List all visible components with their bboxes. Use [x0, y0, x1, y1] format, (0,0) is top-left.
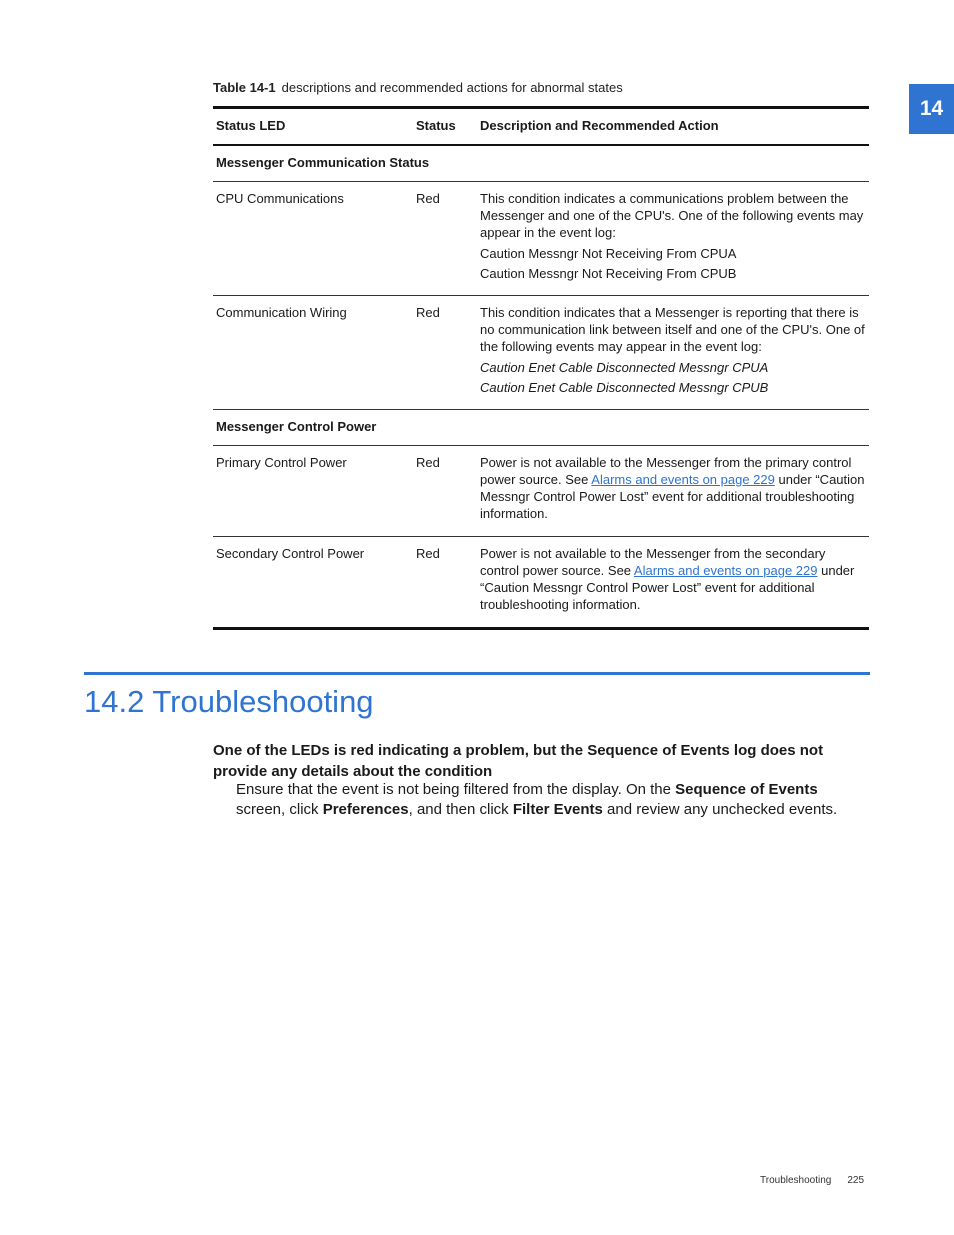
table-row — [213, 296, 869, 410]
alarms-events-link[interactable]: Alarms and events on page 229 — [591, 472, 775, 487]
description-post: under “Caution Messngr Control Power Lost” event for additional troubleshooting information. — [480, 472, 865, 521]
description-post: under “Caution Messngr Control Power Lost” event for additional troubleshooting information. — [480, 563, 855, 612]
table-row — [213, 182, 869, 296]
page-footer — [760, 1175, 864, 1186]
description-text — [480, 545, 866, 613]
header-status: Status — [413, 108, 477, 146]
chapter-tab[interactable]: 14 — [909, 84, 954, 134]
page-number: 225 — [847, 1175, 865, 1186]
table-row — [213, 537, 869, 629]
section-rule — [84, 672, 870, 675]
cell-status: Red — [413, 182, 477, 296]
event-name: Caution Enet Cable Disconnected Messngr CPUA — [480, 360, 769, 375]
cell-led: CPU Communications — [213, 182, 413, 296]
cell-description — [477, 537, 869, 629]
section-control-power: Messenger Control Power — [213, 410, 869, 446]
cell-status: Red — [413, 446, 477, 537]
alarms-events-link[interactable]: Alarms and events on page 229 — [633, 563, 818, 578]
answer-preferences: Preferences — [322, 801, 409, 818]
event-name: Caution Enet Cable Disconnected Messngr CPUB — [480, 380, 769, 395]
description-pre: Power is not available to the Messenger from the secondary control power source. See — [480, 546, 826, 578]
description-text: This condition indicates a communications problem between the Messenger and one of the CPU's. One of the following events may appear in the event log: — [480, 191, 864, 240]
header-status-led: Status LED — [213, 108, 413, 146]
answer-filter-events: Filter Events — [512, 801, 603, 818]
footer-section: Troubleshooting — [760, 1175, 832, 1186]
troubleshooting-question: One of the LEDs is red indicating a problem, but the Sequence of Events log does not provide any details about the condition — [213, 742, 824, 780]
cell-description — [477, 182, 869, 296]
cell-led: Secondary Control Power — [216, 546, 365, 561]
table-caption — [213, 80, 623, 95]
description-text — [480, 454, 866, 522]
header-description: Description and Recommended Action — [477, 108, 869, 146]
cell-led: Primary Control Power — [213, 446, 413, 537]
cell-led: Communication Wiring — [213, 296, 413, 410]
abnormal-states-table — [213, 106, 869, 630]
section-heading: 14.2 Troubleshooting — [84, 684, 374, 719]
table-section-row — [213, 410, 869, 446]
answer-text: and review any unchecked events. — [602, 801, 838, 818]
table-caption-label: Table 14-1 — [213, 80, 276, 95]
cell-status: Red — [416, 546, 440, 561]
answer-text: , and then click — [408, 801, 513, 818]
cell-description — [477, 296, 869, 410]
cell-status: Red — [413, 296, 477, 410]
event-name: Caution Messngr Not Receiving From CPUA — [480, 246, 737, 261]
event-name: Caution Messngr Not Receiving From CPUB — [480, 266, 737, 281]
troubleshooting-answer — [236, 780, 866, 820]
section-communication-status: Messenger Communication Status — [213, 145, 869, 182]
description-text: This condition indicates that a Messenger is reporting that there is no communication link between itself and one of the CPU's. One of the following events may appear in the event log: — [480, 305, 865, 354]
answer-text: screen, click — [236, 801, 323, 818]
table-row — [213, 446, 869, 537]
table-section-row — [213, 145, 869, 182]
cell-description — [477, 446, 869, 537]
table-header-row — [213, 108, 869, 146]
answer-text: Ensure that the event is not being filtered from the display. On the — [236, 781, 676, 798]
table-caption-text: descriptions and recommended actions for abnormal states — [281, 80, 623, 95]
answer-sequence-of-events: Sequence of Events — [675, 781, 818, 798]
description-pre: Power is not available to the Messenger from the primary control power source. See — [480, 455, 852, 487]
